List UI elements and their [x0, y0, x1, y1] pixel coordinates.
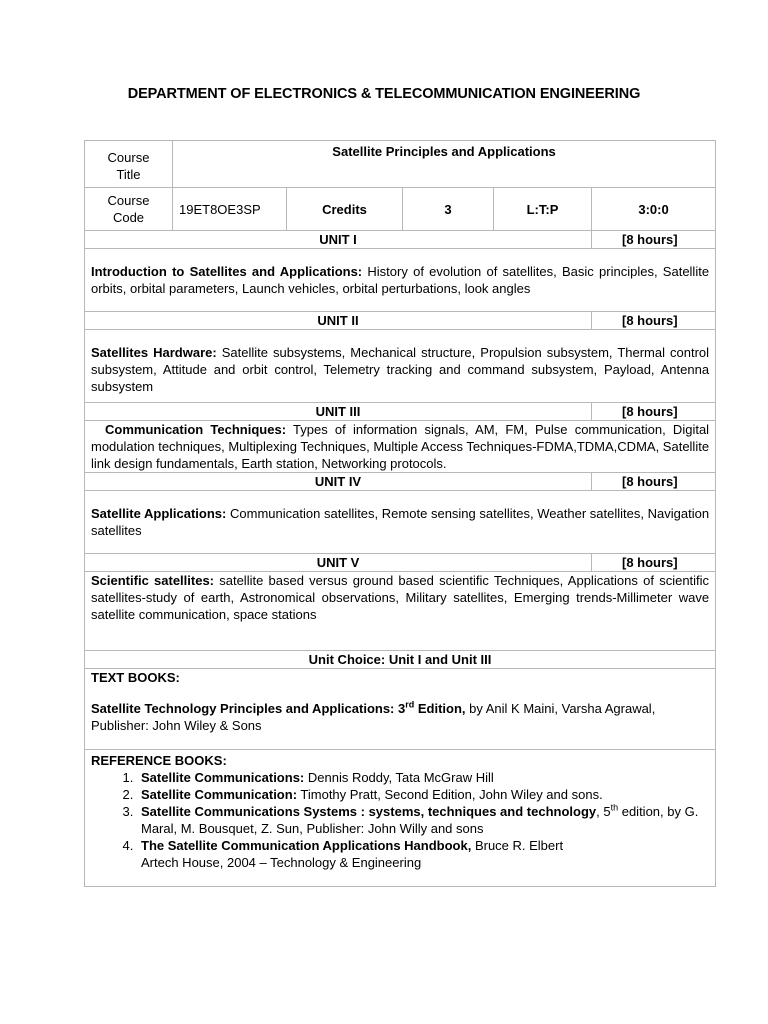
reference-book-item: [137, 786, 709, 803]
reference-books-label: REFERENCE BOOKS:: [91, 753, 227, 768]
unit-choice: Unit Choice: Unit I and Unit III: [85, 651, 716, 669]
credits-label: Credits: [287, 188, 403, 231]
reference-book-3-sup: th: [610, 802, 619, 813]
unit-5-hours: [8 hours]: [592, 554, 716, 572]
reference-books-list: [91, 769, 709, 871]
text-books-label: TEXT BOOKS:: [91, 670, 180, 685]
unit-2-text: Satellite subsystems, Mechanical structure, Propulsion subsystem, Thermal control subsystem, Attitude and orbit control, Telemetry tracking and command subsystem, Payload, Antenna subsystem: [91, 345, 710, 394]
text-books-section: [85, 669, 716, 750]
reference-book-item: [137, 803, 709, 837]
unit-5-heading: Scientific satellites:: [91, 573, 214, 588]
unit-2-content: [85, 330, 716, 403]
text-books-row: [85, 669, 716, 750]
reference-book-1-title: Satellite Communications:: [141, 770, 305, 785]
unit-5-content-row: [85, 572, 716, 651]
text-book-edition-sup: rd: [405, 699, 415, 710]
unit-4-content: [85, 491, 716, 554]
unit-1-heading: Introduction to Satellites and Applications:: [91, 264, 363, 279]
reference-book-3-details: , 5: [596, 804, 611, 819]
unit-4-heading: Satellite Applications:: [91, 506, 227, 521]
unit-1-content-row: [85, 249, 716, 312]
reference-book-3-details-2: edition, by G. Maral, M. Bousquet, Z. Sun, Publisher: John Willy and sons: [141, 804, 699, 836]
course-title-label-line2: Title: [116, 167, 141, 182]
reference-book-2-details: Timothy Pratt, Second Edition, John Wiley and sons.: [297, 787, 603, 802]
unit-3-content: [85, 421, 716, 473]
course-code-value: 19ET8OE3SP: [173, 188, 287, 231]
unit-5-text: satellite based versus ground based scientific Techniques, Applications of scientific satellites-study of earth, Astronomical observations, Military satellites, Emerging trends-Millimeter wave satellite communication, space stations: [91, 573, 710, 622]
unit-5-content: [85, 572, 716, 651]
course-code-row: [85, 188, 716, 231]
course-title-label-line1: Course: [107, 150, 150, 165]
unit-3-text: Types of information signals, AM, FM, Pulse communication, Digital modulation techniques, Multiplexing Techniques, Multiple Access Techniques-FDMA,TDMA,CDMA, Satellite link design fundamentals, Earth station, Networking protocols.: [91, 422, 710, 471]
reference-book-item: [137, 837, 709, 871]
reference-book-item: [137, 769, 709, 786]
reference-book-2-title: Satellite Communication:: [141, 787, 298, 802]
unit-2-name: UNIT II: [85, 312, 592, 330]
unit-5-name: UNIT V: [85, 554, 592, 572]
ltp-label: L:T:P: [494, 188, 592, 231]
unit-2-hours: [8 hours]: [592, 312, 716, 330]
unit-4-hours: [8 hours]: [592, 473, 716, 491]
unit-4-text: Communication satellites, Remote sensing satellites, Weather satellites, Navigation satellites: [91, 506, 710, 538]
unit-1-text: History of evolution of satellites, Basic principles, Satellite orbits, orbital parameters, Launch vehicles, orbital perturbations, look angles: [91, 264, 710, 296]
unit-4-content-row: [85, 491, 716, 554]
unit-2-content-row: [85, 330, 716, 403]
reference-book-4-details-2: Artech House, 2004 – Technology & Engineering: [141, 855, 422, 870]
syllabus-table: [84, 140, 716, 887]
course-title-value: Satellite Principles and Applications: [173, 141, 716, 188]
unit-5-header: [85, 554, 716, 572]
unit-3-hours: [8 hours]: [592, 403, 716, 421]
unit-3-header: [85, 403, 716, 421]
reference-book-1-details: Dennis Roddy, Tata McGraw Hill: [304, 770, 494, 785]
unit-3-heading: Communication Techniques:: [105, 422, 287, 437]
unit-1-header: [85, 231, 716, 249]
unit-2-header: [85, 312, 716, 330]
course-title-row: [85, 141, 716, 188]
unit-2-heading: Satellites Hardware:: [91, 345, 217, 360]
ltp-value: 3:0:0: [592, 188, 716, 231]
reference-book-3-title: Satellite Communications Systems : systems, techniques and technology: [141, 804, 597, 819]
department-title: DEPARTMENT OF ELECTRONICS & TELECOMMUNICATION ENGINEERING: [127, 86, 641, 102]
credits-value: 3: [403, 188, 494, 231]
text-book-details: by Anil K Maini, Varsha Agrawal, Publisher: John Wiley & Sons: [91, 701, 656, 733]
unit-choice-row: [85, 651, 716, 669]
reference-book-4-details: Bruce R. Elbert: [471, 838, 564, 853]
unit-1-hours: [8 hours]: [592, 231, 716, 249]
unit-3-name: UNIT III: [85, 403, 592, 421]
reference-books-section: [85, 750, 716, 887]
unit-1-content: [85, 249, 716, 312]
course-code-label-line2: Code: [112, 210, 145, 225]
unit-3-content-row: [85, 421, 716, 473]
course-code-label-line1: Course: [107, 193, 150, 208]
course-title-label: [85, 141, 173, 188]
text-book-edition: Edition,: [414, 701, 466, 716]
unit-4-name: UNIT IV: [85, 473, 592, 491]
text-book-title: Satellite Technology Principles and Applications: 3: [91, 701, 406, 716]
text-book-entry: [91, 700, 709, 734]
reference-books-row: [85, 750, 716, 887]
unit-1-name: UNIT I: [85, 231, 592, 249]
course-code-label: [85, 188, 173, 231]
reference-book-4-title: The Satellite Communication Applications Handbook,: [141, 838, 472, 853]
unit-4-header: [85, 473, 716, 491]
